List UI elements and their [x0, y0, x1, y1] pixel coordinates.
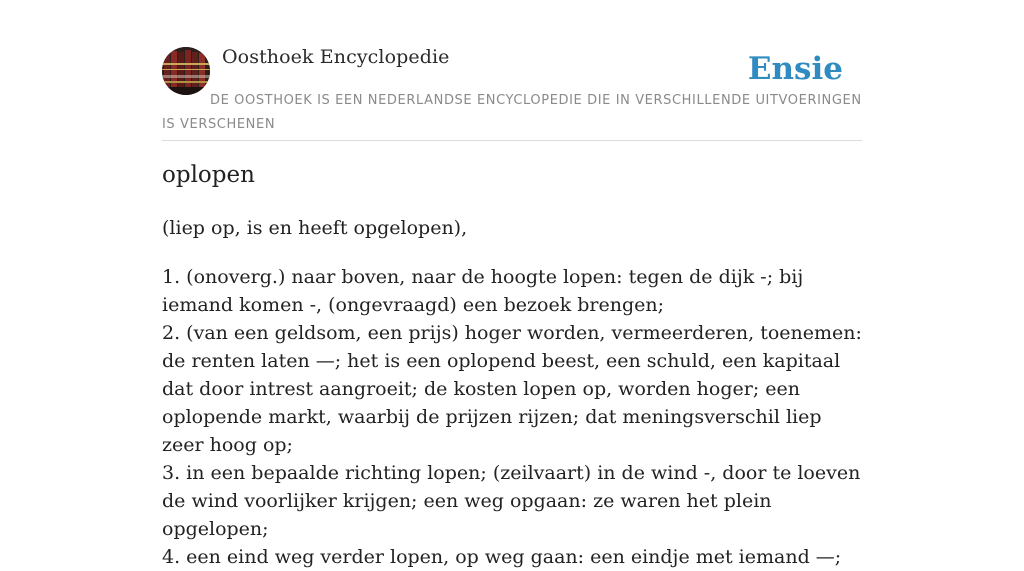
encyclopedia-books-icon: [162, 47, 210, 95]
page: [162, 0, 862, 568]
entry-definitions: [162, 263, 867, 571]
header: [162, 0, 862, 141]
avatar[interactable]: [162, 47, 210, 95]
site-tagline: DE OOSTHOEK IS EEN NEDERLANDSE ENCYCLOPEDIE DIE IN VERSCHILLENDE UITVOERINGEN IS VERSCHENEN: [162, 93, 862, 132]
definition-item: 1. (onoverg.) naar boven, naar de hoogte lopen: tegen de dijk -; bij iemand komen -, (ongevraagd) een bezoek brengen;: [162, 266, 804, 316]
entry-title: oplopen: [162, 162, 255, 188]
entry-intro: (liep op, is en heeft opgelopen),: [162, 217, 468, 239]
brand-logo[interactable]: Ensie: [747, 51, 843, 87]
definition-item: 2. (van een geldsom, een prijs) hoger worden, vermeerderen, toenemen: de renten laten —; het is een oplopend beest, een schuld, een kapitaal dat door intrest aangroeit; de kosten lopen op, worden hoger; een oplopende markt, waarbij de prijzen rijzen; dat meningsverschil liep zeer hoog op;: [162, 322, 862, 456]
definition-item: 3. in een bepaalde richting lopen; (zeilvaart) in de wind -, door te loeven de wind voorlijker krijgen; een weg opgaan: ze waren het plein opgelopen;: [162, 462, 861, 540]
definition-item: 4. een eind weg verder lopen, op weg gaan: een eindje met iemand —;: [162, 546, 842, 568]
site-title[interactable]: Oosthoek Encyclopedie: [222, 46, 450, 68]
